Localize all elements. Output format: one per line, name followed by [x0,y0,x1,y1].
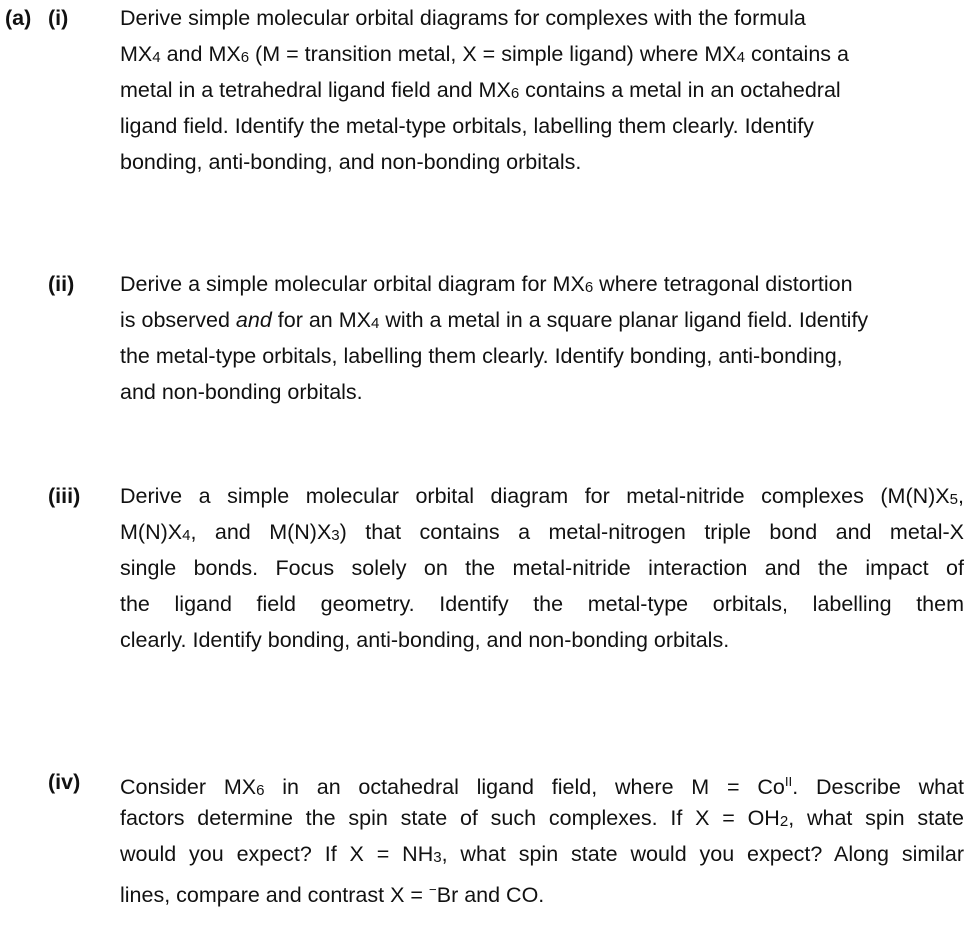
text-run: the metal-type orbitals, labelling them clearly. Identify bonding, anti-bonding, [120,344,843,368]
subscript: 4 [736,49,745,66]
text-line [120,374,964,410]
text-line [120,836,964,872]
text-line [120,72,964,108]
text-run: single bonds. Focus solely on the metal-nitride interaction and the impact of [120,556,964,580]
text-run: and non-bonding orbitals. [120,380,363,404]
text-run: Derive a simple molecular orbital diagram for MX [120,272,585,296]
superscript: II [784,774,793,789]
text-line [120,36,964,72]
italic-text: and [235,308,272,332]
subscript: 6 [256,782,265,799]
subscript: 5 [949,491,959,508]
text-run: the ligand field geometry. Identify the metal-type orbitals, labelling them [120,592,964,616]
text-run: in an octahedral ligand field, where M = Co [264,775,785,799]
subscript: 4 [182,527,191,544]
subquestion-label: (iv) [48,770,81,794]
subscript: 3 [331,527,340,544]
text-run: clearly. Identify bonding, anti-bonding, and non-bonding orbitals. [120,628,730,652]
question-text [120,0,964,180]
text-run: bonding, anti-bonding, and non-bonding orbitals. [120,150,582,174]
subscript: 6 [510,85,520,102]
question-text [120,764,964,908]
text-run: Derive a simple molecular orbital diagram for metal-nitride complexes (M(N)X [120,484,950,508]
text-run: , [958,484,964,508]
text-line [120,800,964,836]
text-run: is observed [120,308,236,332]
text-run: contains a [744,42,849,66]
superscript: − [428,882,437,897]
text-run: ) that contains a metal-nitrogen triple bond and metal-X [339,520,964,544]
text-line [120,478,964,514]
question-text [120,266,964,410]
text-line [120,108,964,144]
text-line [120,0,964,36]
text-run: , and M(N)X [190,520,332,544]
text-line [120,266,964,302]
text-line [120,144,964,180]
text-run: Derive simple molecular orbital diagrams for complexes with the formula [120,6,806,30]
text-line [120,872,964,908]
text-run: Consider MX [120,775,257,799]
text-line [120,764,964,800]
text-run: metal in a tetrahedral ligand field and MX [120,78,511,102]
text-line [120,550,964,586]
text-line [120,514,964,550]
text-run: and MX [160,42,241,66]
question-text [120,478,964,658]
text-run: would you expect? If X = NH [120,842,434,866]
text-run: Br and CO. [436,883,545,907]
subscript: 4 [370,315,380,332]
text-run: contains a metal in an octahedral [519,78,841,102]
subscript: 6 [584,279,594,296]
text-run: MX [120,42,153,66]
text-line [120,586,964,622]
text-run: (M = transition metal, X = simple ligand) where MX [249,42,737,66]
text-run: , what spin state would you expect? Along similar [441,842,964,866]
text-run: lines, compare and contrast X = [120,883,429,907]
part-label: (a) [5,6,32,30]
subscript: 2 [779,813,789,830]
text-run: M(N)X [120,520,183,544]
subscript: 6 [240,49,250,66]
subquestion-label: (iii) [48,484,81,508]
text-run: where tetragonal distortion [593,272,853,296]
text-run: for an MX [271,308,371,332]
text-line [120,338,964,374]
subscript: 3 [433,849,442,866]
text-line [120,302,964,338]
subquestion-label: (i) [48,6,69,30]
subquestion-label: (ii) [48,272,75,296]
text-line [120,622,964,658]
text-run: with a metal in a square planar ligand field. Identify [379,308,869,332]
text-run: ligand field. Identify the metal-type orbitals, labelling them clearly. Identify [120,114,814,138]
text-run: . Describe what [792,775,964,799]
subscript: 4 [152,49,161,66]
text-run: , what spin state [788,806,964,830]
text-run: factors determine the spin state of such complexes. If X = OH [120,806,780,830]
